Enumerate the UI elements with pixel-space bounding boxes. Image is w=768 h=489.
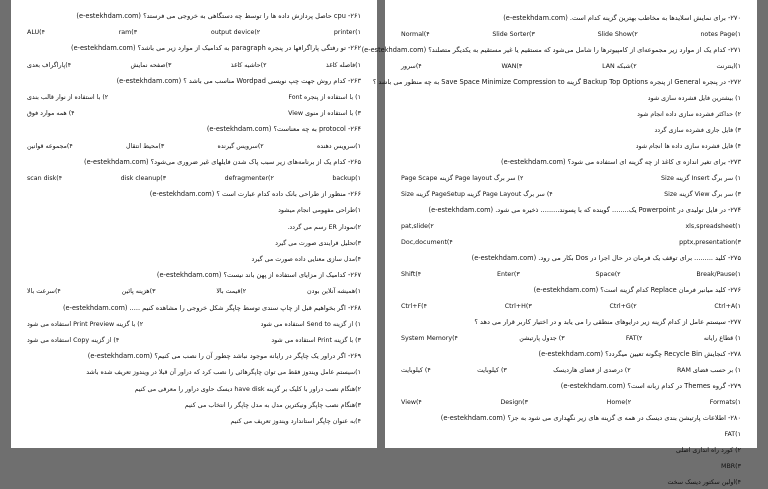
option-text: ۴) از گزینه Copy استفاده می شود bbox=[27, 337, 120, 344]
question-text: ۲۶۵- کدام یک از برنامه‌های زیر سبب پاک شدن فایلهای غیر ضروری می‌شود؟ (e-estekhdam.com) bbox=[84, 157, 361, 166]
option-text: ۳) جدول پارتیشن bbox=[519, 335, 565, 342]
option-text: ۱)طراحی مفهومی انجام میشود bbox=[278, 207, 361, 215]
option-text: Ctrl+A(۱ bbox=[714, 303, 741, 310]
question-text: ۲۶۲- تو رفتگی پاراگرافها در پنجره paragraph به کدامیک از موارد زیر می باشد؟ (e-estekhdam.com) bbox=[70, 44, 361, 53]
options-row bbox=[385, 28, 757, 41]
option-text: ۱) از گزینه Send to استفاده می شود bbox=[260, 320, 361, 328]
option-text: ۲) حداکثر فشرده سازی داده انجام شود bbox=[637, 111, 741, 118]
options-row bbox=[11, 318, 377, 331]
option-text: Normal(۴ bbox=[401, 31, 430, 38]
option-text: ۲)قیمت بالا bbox=[216, 288, 247, 296]
option-text: ۲)سرویس گیرنده bbox=[217, 142, 264, 150]
options-row bbox=[385, 188, 757, 201]
question-text: ۲۷۲- در پنجره General از پنجره Backup Top Options گزینه Save Space Minimize Compression to به چه منظور می باشد ؟ bbox=[372, 78, 741, 86]
options-row bbox=[11, 140, 377, 153]
question-text: ۲۶۸- اگر بخواهیم قبل از چاپ سندی توسط چاپگر شکل خروجی را مشاهده کنیم ..... (e-estekhdam.com) bbox=[62, 303, 361, 312]
options-row bbox=[11, 107, 377, 120]
options-row bbox=[11, 91, 377, 104]
option-text: ۴)اولین سکتور دیسک سخت bbox=[667, 479, 741, 486]
question-text: ۲۷۷- سیستم عامل از کدام گزینه زیر درایوهای منطقی را می یابد و در اختیار کاربر قرار می دهد ؟ bbox=[474, 318, 741, 326]
option-text: notes Page(۱ bbox=[700, 31, 741, 38]
question-text: ۲۷۸- کنجایش Recycle Bin چگونه تعیین میگردد؟ (e-estekhdam.com) bbox=[538, 350, 741, 358]
option-text: ۲) با استفاده از نوار قالب بندی bbox=[27, 94, 109, 101]
option-text: ۲)هنگام نصب دراور با کلیک بر گزینه have disk دیسک حاوی دراور را معرفی می کنیم bbox=[134, 385, 361, 393]
option-text: System Memory(۴ bbox=[401, 335, 458, 342]
question-text: ۲۷۹- گروه Themes در کدام زبانه است؟ (e-estekhdam.com) bbox=[560, 382, 741, 390]
option-text: defragmenter(۲ bbox=[224, 175, 274, 182]
options-row bbox=[385, 268, 757, 281]
option-text: Home(۲ bbox=[606, 399, 632, 406]
option-text: ۲) درصدی از فضای هاردیسک bbox=[553, 367, 631, 374]
option-text: ۱) قطاع رایانه bbox=[703, 335, 741, 342]
option-text: MBR(۳ bbox=[721, 463, 741, 470]
option-text: Space(۲ bbox=[595, 271, 621, 278]
options-row bbox=[385, 236, 757, 249]
options-row bbox=[385, 396, 757, 409]
option-text: xls,spreadsheet(۱ bbox=[685, 223, 741, 230]
option-text: WAN(۳ bbox=[501, 63, 523, 70]
question-text: ۲۶۹- اگر دراور یک چاپگر در رایانه موجود نباشد چطور آن را نصب می کنیم؟ (e-estekhdam.com) bbox=[87, 352, 361, 361]
option-text: scan disk(۴ bbox=[27, 175, 63, 182]
option-text: Ctrl+F(۴ bbox=[401, 303, 427, 310]
question-text: ۲۶۴- protocol به چه معناست؟ (e-estekhdam.com) bbox=[206, 125, 361, 134]
question-text: ۲۷۱- کدام یک از موارد زیر مجموعه‌ای از کامپیوترها را شامل می‌شود که مستقیم یا غیر مستقیم به یکدیگر متصلند؟ (e-estekhdam.com) bbox=[361, 46, 741, 54]
option-text: ۲)شبکه LAN bbox=[602, 63, 637, 70]
right-page bbox=[361, 0, 757, 486]
option-text: ۴)مدل سازی معنایی داده صورت می گیرد bbox=[251, 256, 361, 263]
option-text: ۱)سرویس دهنده bbox=[316, 142, 361, 150]
option-text: FAT(۱ bbox=[724, 431, 741, 438]
question-text: ۲۶۶- منظور از طراحی بانک داده کدام عبارت است ؟ (e-estekhdam.com) bbox=[149, 190, 361, 199]
option-text: printer(۱ bbox=[333, 29, 361, 37]
option-text: Formats(۱ bbox=[709, 399, 741, 406]
option-text: FAT(۲ bbox=[625, 335, 643, 342]
option-text: ۲) با گزینه Print Preview استفاده می شود bbox=[27, 320, 144, 328]
options-row bbox=[11, 59, 377, 72]
question-text: ۲۷۳- برای تغیر اندازه ی کاغذ از چه گزینه ای استفاده می شود؟ (e-estekhdam.com) bbox=[501, 158, 741, 166]
options-row bbox=[11, 334, 377, 347]
option-text: ۳) فایل جاری فشرده سازی گردد bbox=[654, 127, 741, 134]
options-row bbox=[385, 332, 757, 345]
option-text: ALU(۴ bbox=[27, 29, 45, 37]
options-row bbox=[385, 364, 757, 377]
option-text: Shift(۴ bbox=[401, 271, 422, 278]
question-text: ۲۶۳- کدام روش جهت چپ نویسی Wordpad مناسب می باشد ؟ (e-estekhdam.com) bbox=[116, 76, 361, 85]
option-text: ۳) کیلوبایت bbox=[477, 367, 507, 374]
option-text: Slide Sorter(۳ bbox=[492, 31, 535, 38]
option-text: pptx,presentation(۳ bbox=[679, 239, 741, 246]
option-text: ۳)تحلیل فرایندی صورت می گیرد bbox=[275, 239, 361, 247]
option-text: Break/Pause(۱ bbox=[696, 271, 741, 278]
option-text: ۲)حاشیه کاغذ bbox=[230, 61, 267, 69]
option-text: ۳)صفحه نمایش bbox=[130, 61, 172, 69]
options-row bbox=[385, 172, 757, 185]
option-text: Doc,document(۴ bbox=[401, 239, 453, 246]
option-text: ۴)سرور bbox=[401, 63, 422, 70]
option-text: ۲) کورد راه اندازی اصلی bbox=[676, 447, 741, 454]
question-text: ۲۷۵- کلید ......... برای توقف یک فرمان در حال اجرا در Dos بکار می رود. (e-estekhdam.com) bbox=[471, 254, 741, 262]
option-text: pat,slide(۲ bbox=[401, 223, 434, 230]
option-text: ۲) سر برگ Page layout گزینه Page Scape bbox=[401, 175, 524, 182]
question-text: ۲۶۱- cpu حاصل پردازش داده ها را توسط چه دستگاهی به خروجی می فرستد؟ (e-estekhdam.com) bbox=[76, 12, 361, 20]
options-row bbox=[385, 220, 757, 233]
option-text: output device(۲ bbox=[210, 29, 261, 37]
option-text: ۳) سر برگ View گزینه Size bbox=[664, 191, 741, 198]
option-text: ۱)سیستم عامل ویندوز فقط می توان چاپگرهائی را نصب کرد که دراور آن قبلا در ویندوز تعریف شده باشد bbox=[86, 369, 361, 377]
option-text: ۳) با استفاده از منوی View bbox=[288, 110, 361, 118]
option-text: ۱)فاصله کاغذ bbox=[325, 61, 361, 69]
left-page bbox=[11, 0, 377, 448]
option-text: ۳)هنگام نصب چاپگر ونیکترین مدل به مدل چاپگر را انتخاب می کنیم bbox=[184, 401, 361, 409]
option-text: Slide Show(۲ bbox=[597, 31, 638, 38]
question-text: ۲۷۰- برای نمایش اسلایدها به مخاطب بهترین گزینه کدام است. (e-estekhdam.com) bbox=[503, 14, 741, 22]
question-text: ۲۷۶- کلید میانبر فرمان Replace کدام گزینه است؟ (e-estekhdam.com) bbox=[533, 286, 741, 294]
option-text: View(۴ bbox=[401, 399, 422, 406]
option-text: ۴)سرعت بالا bbox=[27, 288, 61, 296]
options-row bbox=[11, 285, 377, 298]
option-text: ۱) بر حسب فضای RAM bbox=[677, 367, 741, 374]
option-text: ۳) با گزینه Print استفاده می شود bbox=[271, 337, 361, 344]
options-row bbox=[11, 26, 377, 39]
option-text: Enter(۳ bbox=[496, 271, 520, 278]
option-text: ۲)نمودار ER رسم می گردد. bbox=[287, 223, 361, 231]
option-text: ۴)مجموعه قوانین bbox=[27, 142, 73, 150]
option-text: ۴) کیلوبایت bbox=[401, 367, 431, 374]
option-text: ۱) سر برگ Insert گزینه Size bbox=[661, 175, 741, 182]
option-text: disk cleanup(۳ bbox=[120, 175, 167, 182]
option-text: ۴) فایل فشرده سازی داده ها انجام شود bbox=[635, 143, 741, 150]
option-text: ram(۳ bbox=[118, 29, 138, 37]
option-text: ۱)اینترنت bbox=[716, 63, 741, 70]
option-text: ۳)هزینه پائین bbox=[121, 288, 156, 296]
option-text: ۱) با استفاده از پنجره Font bbox=[288, 94, 361, 101]
question-text: ۲۸۰- اطلاعات پارتیشن بندی دیسک در همه ی گزینه های زیر نگهداری می شود به جز؟ (e-estekhdam.com) bbox=[440, 414, 741, 422]
option-text: ۱) بیشترین فایل فشرده سازی شود bbox=[647, 95, 741, 102]
options-row bbox=[385, 60, 757, 73]
option-text: Design(۳ bbox=[500, 399, 529, 406]
option-text: ۴) سر برگ Page Layout گزینه PageSetup گزینه Size bbox=[401, 191, 553, 198]
options-row bbox=[11, 172, 377, 185]
option-text: ۱)همیشه آنلاین بودن bbox=[307, 288, 361, 296]
question-text: ۲۷۴- در فایل تولیدی در Powerpoint یک........ گوینده که با پسوند......... ذخیره می شود. (e-estekhdam.com) bbox=[428, 206, 741, 214]
option-text: ۳)محیط انتقال bbox=[126, 142, 165, 150]
option-text: ۴) همه موارد فوق bbox=[27, 110, 75, 118]
question-text: ۲۶۷- کدامیک از مزایای استفاده از پهن باند نیست؟ (e-estekhdam.com) bbox=[156, 271, 361, 280]
options-row bbox=[385, 300, 757, 313]
option-text: ۴)به عنوان چاپگر استاندارد ویندوز تعریف می کنیم bbox=[230, 418, 361, 425]
option-text: ۴)پاراگراف بعدی bbox=[27, 61, 72, 69]
option-text: Ctrl+G(۲ bbox=[609, 303, 637, 310]
option-text: Ctrl+H(۳ bbox=[504, 303, 532, 310]
option-text: backup(۱ bbox=[332, 175, 361, 182]
